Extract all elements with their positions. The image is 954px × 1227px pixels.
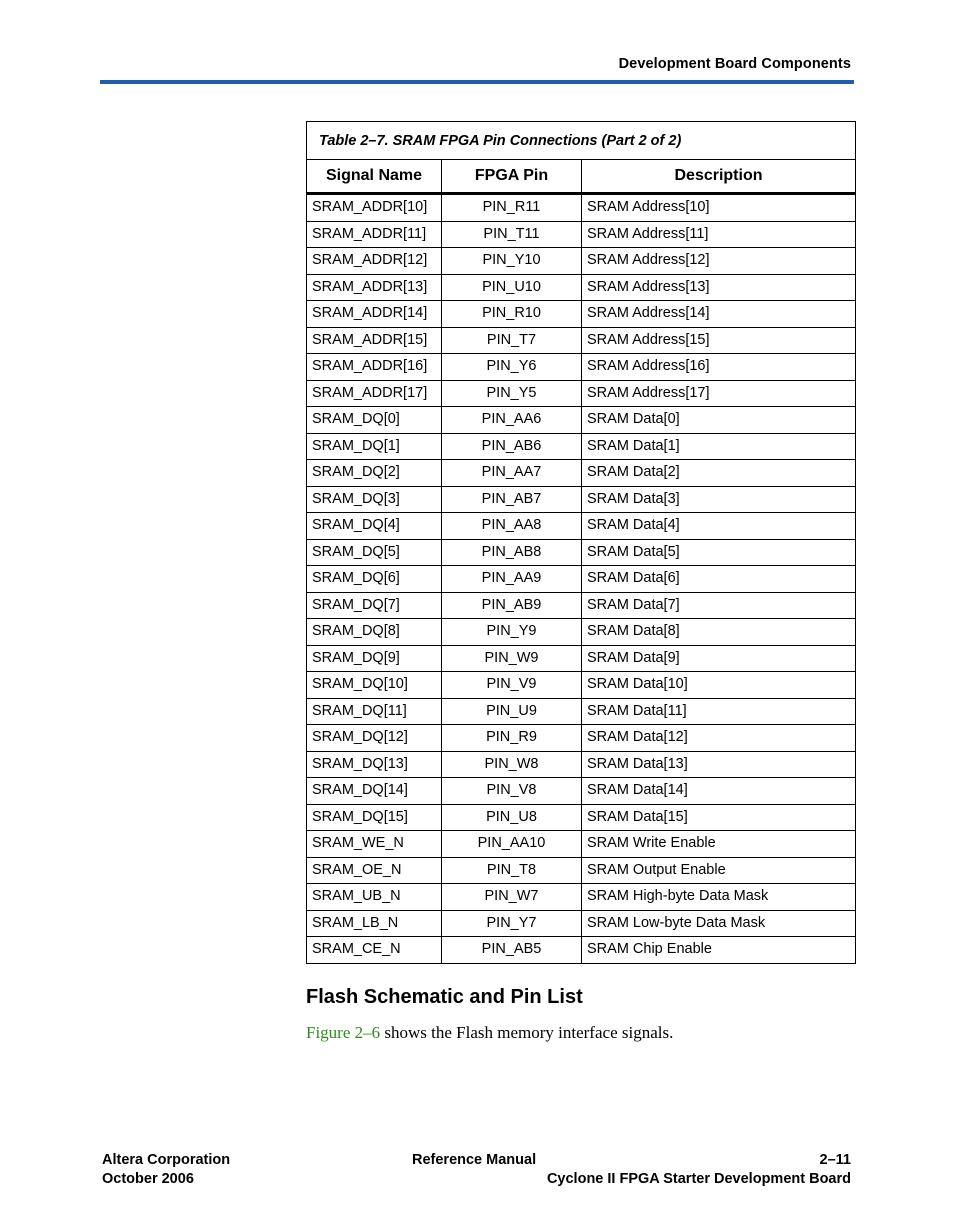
fpga-pin-cell: PIN_U10 [442, 274, 582, 301]
description-cell: SRAM Data[3] [582, 486, 856, 513]
fpga-pin-cell: PIN_AB5 [442, 937, 582, 964]
table-row [307, 460, 856, 487]
fpga-pin-cell: PIN_V9 [442, 672, 582, 699]
fpga-pin-cell: PIN_Y10 [442, 248, 582, 275]
description-cell: SRAM Data[5] [582, 539, 856, 566]
footer-company: Altera Corporation [102, 1152, 231, 1168]
signal-name-cell: SRAM_ADDR[16] [307, 354, 442, 381]
description-cell: SRAM Data[11] [582, 698, 856, 725]
fpga-pin-cell: PIN_R11 [442, 194, 582, 222]
fpga-pin-cell: PIN_R9 [442, 725, 582, 752]
fpga-pin-cell: PIN_AB7 [442, 486, 582, 513]
signal-name-cell: SRAM_ADDR[13] [307, 274, 442, 301]
signal-name-cell: SRAM_LB_N [307, 910, 442, 937]
table-row [307, 778, 856, 805]
table-row [307, 725, 856, 752]
description-cell: SRAM Data[0] [582, 407, 856, 434]
description-cell: SRAM Data[8] [582, 619, 856, 646]
fpga-pin-cell: PIN_T11 [442, 221, 582, 248]
signal-name-cell: SRAM_DQ[14] [307, 778, 442, 805]
description-cell: SRAM Address[13] [582, 274, 856, 301]
fpga-pin-cell: PIN_AA6 [442, 407, 582, 434]
footer-left [102, 1151, 230, 1189]
table-row [307, 194, 856, 222]
footer-page-number: 2–11 [819, 1152, 851, 1168]
description-cell: SRAM Chip Enable [582, 937, 856, 964]
fpga-pin-cell: PIN_AA10 [442, 831, 582, 858]
figure-link[interactable]: Figure 2–6 [306, 1023, 381, 1042]
table-row [307, 221, 856, 248]
signal-name-cell: SRAM_DQ[15] [307, 804, 442, 831]
description-cell: SRAM Data[4] [582, 513, 856, 540]
fpga-pin-cell: PIN_AB6 [442, 433, 582, 460]
signal-name-cell: SRAM_DQ[4] [307, 513, 442, 540]
header-rule [100, 80, 854, 84]
table-row [307, 619, 856, 646]
fpga-pin-cell: PIN_AA7 [442, 460, 582, 487]
table-row [307, 407, 856, 434]
column-header-fpga-pin: FPGA Pin [442, 160, 582, 194]
fpga-pin-cell: PIN_W7 [442, 884, 582, 911]
signal-name-cell: SRAM_DQ[6] [307, 566, 442, 593]
description-cell: SRAM Address[10] [582, 194, 856, 222]
table-row [307, 645, 856, 672]
description-cell: SRAM Data[7] [582, 592, 856, 619]
body-text: shows the Flash memory interface signals. [380, 1023, 674, 1042]
description-cell: SRAM Address[16] [582, 354, 856, 381]
description-cell: SRAM Data[2] [582, 460, 856, 487]
signal-name-cell: SRAM_UB_N [307, 884, 442, 911]
table-row [307, 672, 856, 699]
description-cell: SRAM Address[12] [582, 248, 856, 275]
table-row [307, 539, 856, 566]
description-cell: SRAM Data[15] [582, 804, 856, 831]
description-cell: SRAM Data[9] [582, 645, 856, 672]
signal-name-cell: SRAM_DQ[3] [307, 486, 442, 513]
fpga-pin-cell: PIN_R10 [442, 301, 582, 328]
signal-name-cell: SRAM_DQ[10] [307, 672, 442, 699]
description-cell: SRAM Address[15] [582, 327, 856, 354]
description-cell: SRAM Data[14] [582, 778, 856, 805]
footer-date: October 2006 [102, 1171, 194, 1187]
table-row [307, 513, 856, 540]
fpga-pin-cell: PIN_T8 [442, 857, 582, 884]
description-cell: SRAM Data[10] [582, 672, 856, 699]
signal-name-cell: SRAM_CE_N [307, 937, 442, 964]
body-paragraph [306, 1023, 673, 1043]
signal-name-cell: SRAM_DQ[9] [307, 645, 442, 672]
signal-name-cell: SRAM_DQ[5] [307, 539, 442, 566]
signal-name-cell: SRAM_DQ[1] [307, 433, 442, 460]
fpga-pin-cell: PIN_AA9 [442, 566, 582, 593]
table-row [307, 566, 856, 593]
table-row [307, 248, 856, 275]
description-cell: SRAM Data[13] [582, 751, 856, 778]
fpga-pin-cell: PIN_W9 [442, 645, 582, 672]
table-row [307, 751, 856, 778]
fpga-pin-cell: PIN_Y9 [442, 619, 582, 646]
signal-name-cell: SRAM_WE_N [307, 831, 442, 858]
fpga-pin-cell: PIN_Y6 [442, 354, 582, 381]
table-row [307, 327, 856, 354]
fpga-pin-cell: PIN_U8 [442, 804, 582, 831]
signal-name-cell: SRAM_ADDR[10] [307, 194, 442, 222]
description-cell: SRAM Address[17] [582, 380, 856, 407]
signal-name-cell: SRAM_DQ[0] [307, 407, 442, 434]
fpga-pin-cell: PIN_AB8 [442, 539, 582, 566]
table-row [307, 937, 856, 964]
table-row [307, 804, 856, 831]
table-row [307, 698, 856, 725]
signal-name-cell: SRAM_ADDR[17] [307, 380, 442, 407]
description-cell: SRAM Address[11] [582, 221, 856, 248]
table-row [307, 433, 856, 460]
table-row [307, 857, 856, 884]
description-cell: SRAM Output Enable [582, 857, 856, 884]
table-caption: Table 2–7. SRAM FPGA Pin Connections (Part 2 of 2) [307, 122, 856, 160]
table-row [307, 301, 856, 328]
signal-name-cell: SRAM_DQ[12] [307, 725, 442, 752]
footer-right [547, 1151, 851, 1189]
description-cell: SRAM Write Enable [582, 831, 856, 858]
table-row [307, 884, 856, 911]
table-row [307, 354, 856, 381]
description-cell: SRAM Address[14] [582, 301, 856, 328]
fpga-pin-cell: PIN_V8 [442, 778, 582, 805]
signal-name-cell: SRAM_OE_N [307, 857, 442, 884]
fpga-pin-cell: PIN_AB9 [442, 592, 582, 619]
signal-name-cell: SRAM_DQ[11] [307, 698, 442, 725]
table-row [307, 380, 856, 407]
footer-doc-title: Cyclone II FPGA Starter Development Board [546, 1171, 851, 1187]
table-row [307, 274, 856, 301]
table-row [307, 831, 856, 858]
description-cell: SRAM Low-byte Data Mask [582, 910, 856, 937]
fpga-pin-cell: PIN_T7 [442, 327, 582, 354]
signal-name-cell: SRAM_ADDR[15] [307, 327, 442, 354]
signal-name-cell: SRAM_ADDR[14] [307, 301, 442, 328]
fpga-pin-cell: PIN_U9 [442, 698, 582, 725]
fpga-pin-cell: PIN_AA8 [442, 513, 582, 540]
description-cell: SRAM Data[12] [582, 725, 856, 752]
description-cell: SRAM Data[6] [582, 566, 856, 593]
fpga-pin-cell: PIN_Y5 [442, 380, 582, 407]
signal-name-cell: SRAM_DQ[7] [307, 592, 442, 619]
description-cell: SRAM High-byte Data Mask [582, 884, 856, 911]
column-header-signal-name: Signal Name [307, 160, 442, 194]
description-cell: SRAM Data[1] [582, 433, 856, 460]
signal-name-cell: SRAM_DQ[8] [307, 619, 442, 646]
table-row [307, 910, 856, 937]
fpga-pin-cell: PIN_W8 [442, 751, 582, 778]
fpga-pin-cell: PIN_Y7 [442, 910, 582, 937]
section-heading: Flash Schematic and Pin List [306, 986, 583, 1008]
footer-doc-type: Reference Manual [412, 1152, 537, 1168]
table-row [307, 486, 856, 513]
signal-name-cell: SRAM_DQ[2] [307, 460, 442, 487]
sram-pin-table [306, 121, 856, 964]
signal-name-cell: SRAM_DQ[13] [307, 751, 442, 778]
column-header-description: Description [582, 160, 856, 194]
running-header: Development Board Components [618, 56, 851, 72]
table-body [307, 194, 856, 964]
signal-name-cell: SRAM_ADDR[12] [307, 248, 442, 275]
signal-name-cell: SRAM_ADDR[11] [307, 221, 442, 248]
footer-center [412, 1151, 536, 1170]
table-row [307, 592, 856, 619]
